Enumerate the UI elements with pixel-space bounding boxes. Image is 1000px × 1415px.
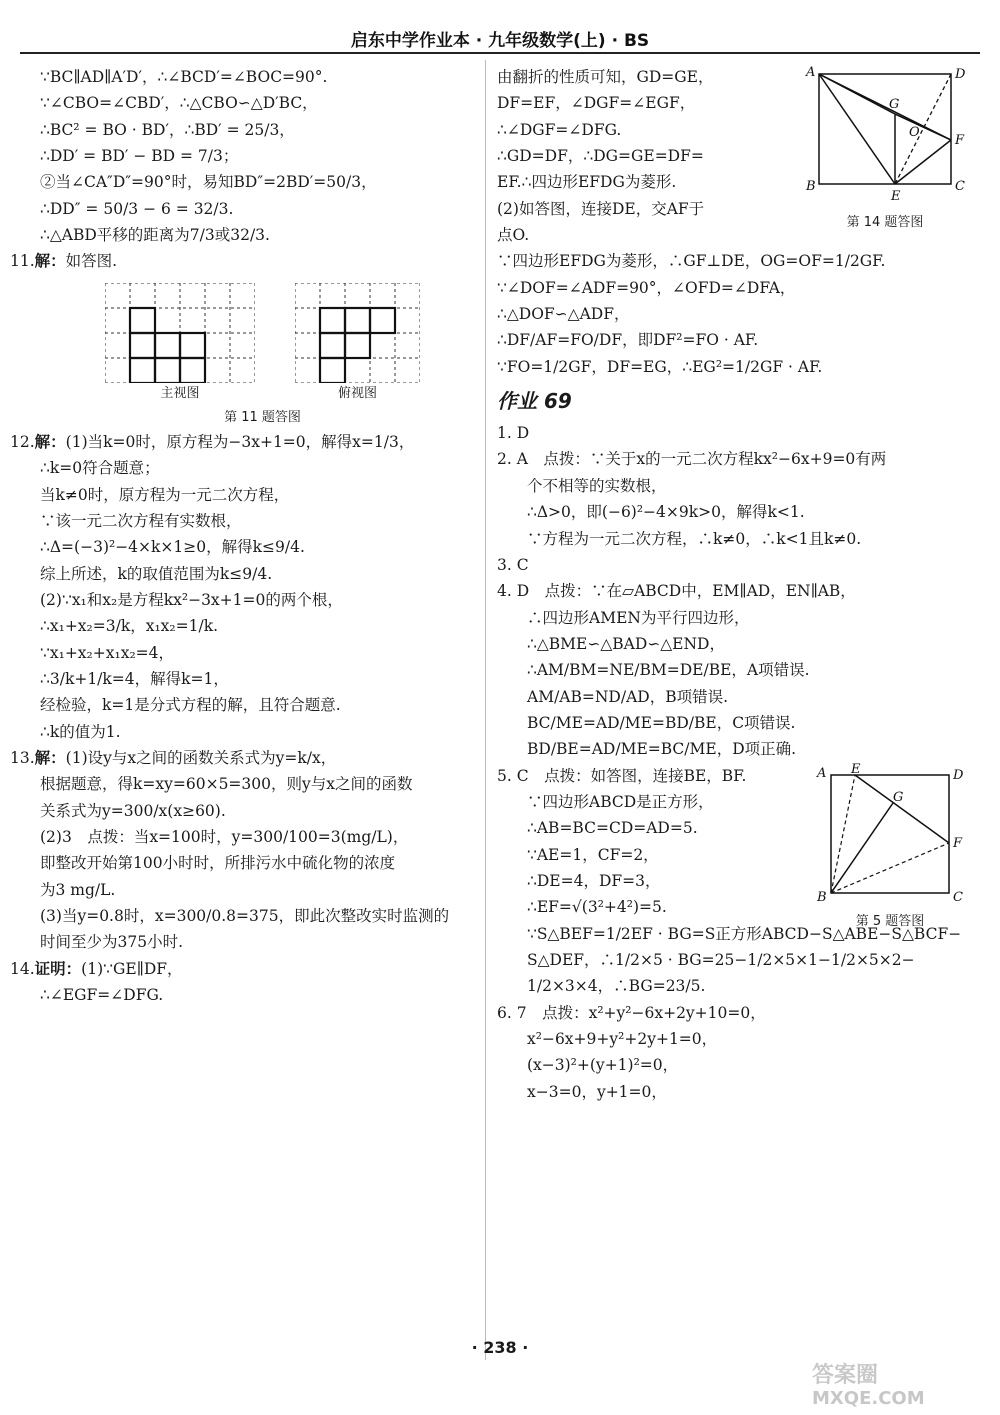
point-label: E	[891, 189, 901, 204]
page-header: 启东中学作业本 · 九年级数学(上) · BS	[350, 31, 650, 51]
answer-line: (x−3)²+(y+1)²=0，	[527, 1056, 679, 1075]
answer-line: x−3=0，y+1=0，	[527, 1082, 667, 1101]
answer-line: 综上所述，k的取值范围为k≤9/4.	[40, 564, 273, 583]
answer-line: ∵∠DOF=∠ADF=90°，∠OFD=∠DFA，	[497, 278, 796, 297]
answer-line: 1/2×3×4，∴BG=23/5.	[527, 977, 706, 996]
answer-line: ∴x₁+x₂=3/k，x₁x₂=1/k.	[40, 617, 219, 636]
point-label: C	[955, 179, 965, 194]
figure-caption: 主视图	[160, 385, 200, 401]
answer-line: (2)∵x₁和x₂是方程kx²−3x+1=0的两个根，	[40, 591, 343, 609]
answer-line: ∴k的值为1.	[40, 722, 121, 741]
answer-line: 4. D 点拨：∵在▱ABCD中，EM∥AD，EN∥AB，	[497, 582, 856, 601]
answer-line: (2)3 点拨：当x=100时，y=300/100=3(mg/L)，	[40, 828, 409, 847]
answer-line: ∴GD=DF，∴DG=GE=DF=	[497, 147, 704, 166]
answer-line: 1. D	[497, 424, 530, 443]
answer-line: ∴Δ=(−3)²−4×k×1≥0，解得k≤9/4.	[40, 538, 305, 557]
q14-figure	[805, 64, 965, 234]
answer-text: (1)设y与x之间的函数关系式为y=k/x，	[65, 749, 337, 768]
question-number: 14.	[10, 959, 35, 978]
answer-line: ∵∠CBO=∠CBD′，∴△CBO∽△D′BC，	[40, 94, 318, 113]
answer-line: 由翻折的性质可知，GD=GE，	[497, 68, 714, 86]
point-label: G	[889, 97, 900, 112]
answer-line: ∴△BME∽△BAD∽△END，	[527, 634, 725, 653]
question-12	[10, 429, 475, 455]
answer-line: 个不相等的实数根，	[527, 476, 667, 495]
answer-line: 5. C 点拨：如答图，连接BE，BF.	[497, 766, 747, 785]
figure-caption: 第 5 题答图	[855, 913, 925, 929]
answer-line: 点O.	[497, 226, 530, 245]
answer-line: ∴∠EGF=∠DFG.	[40, 986, 164, 1005]
q14-diagram	[805, 64, 965, 204]
solution-label: 解：	[34, 431, 66, 451]
answer-line: ∴△DOF∽△ADF，	[497, 305, 630, 324]
point-label: G	[893, 789, 904, 805]
section-title: 作业 69	[497, 389, 572, 414]
answer-line: ∴Δ>0，即(−6)²−4×9k>0，解得k<1.	[527, 503, 805, 522]
top-view-grid	[295, 283, 420, 383]
proof-label: 证明：	[34, 958, 82, 978]
answer-line: ∵FO=1/2GF，DF=EG，∴EG²=1/2GF · AF.	[497, 357, 823, 376]
svg-text:MXQE.COM: MXQE.COM	[812, 1388, 925, 1408]
answer-line: BC/ME=AD/ME=BD/BE，C项错误.	[527, 713, 796, 732]
answer-line: ∵方程为一元二次方程，∴k≠0，∴k<1且k≠0.	[527, 529, 862, 548]
figure-caption: 第 11 题答图	[224, 409, 301, 425]
top-view-figure	[295, 283, 420, 405]
answer-line: ∴四边形AMEN为平行四边形，	[527, 608, 750, 627]
point-label: B	[817, 889, 827, 903]
answer-line: ∵四边形EFDG为菱形，∴GF⊥DE，OG=OF=1/2GF.	[497, 252, 886, 271]
question-13	[10, 745, 475, 771]
answer-line: ∵该一元二次方程有实数根，	[40, 511, 242, 530]
answer-line: ∴DE=4，DF=3，	[527, 871, 661, 890]
answer-line: ∴DD″ = 50/3 − 6 = 32/3.	[40, 199, 234, 218]
q11-figures	[50, 283, 475, 405]
answer-line: 为3 mg/L.	[40, 880, 116, 899]
answer-line: ∴BC² = BO · BD′，∴BD′ = 25/3，	[40, 120, 295, 139]
answer-text: (1)∵GE∥DF，	[81, 959, 183, 978]
answer-line: 2. A 点拨：∵关于x的一元二次方程kx²−6x+9=0有两	[497, 450, 887, 469]
column-divider	[485, 60, 486, 1360]
answer-line: EF.∴四边形EFDG为菱形.	[497, 173, 677, 192]
answer-line: ∴3/k+1/k=4，解得k=1，	[40, 670, 229, 689]
point-label: D	[955, 67, 965, 82]
answer-line: ∴k=0符合题意；	[40, 459, 160, 478]
right-column	[497, 64, 975, 1105]
answer-line: 6. 7 点拨：x²+y²−6x+2y+10=0，	[497, 1003, 766, 1022]
answer-line: S△DEF，∴1/2×5 · BG=25−1/2×5×1−1/2×5×2−	[527, 951, 915, 969]
answer-line: 时间至少为375小时.	[40, 933, 184, 952]
q14-continued	[497, 64, 975, 248]
question-number: 12.	[10, 432, 35, 451]
answer-line: 关系式为y=300/x(x≥60).	[40, 801, 226, 820]
watermark-icon	[808, 1358, 978, 1408]
q5-diagram	[815, 763, 965, 903]
answer-line: ∵x₁+x₂+x₁x₂=4，	[40, 643, 175, 662]
answer-line: ∴△ABD平移的距离为7/3或32/3.	[40, 226, 270, 245]
point-label: F	[955, 133, 965, 148]
answer-line: ∴DD′ = BD′ − BD = 7/3；	[40, 147, 239, 166]
question-number: 13.	[10, 749, 35, 768]
point-label: A	[806, 65, 816, 80]
header-rule	[20, 52, 980, 54]
point-label: A	[817, 765, 827, 781]
front-view-grid	[105, 283, 255, 383]
answer-text: 如答图.	[65, 252, 118, 271]
point-label: C	[953, 889, 963, 903]
answer-line: AM/AB=ND/AD，B项错误.	[527, 687, 729, 706]
answer-line: (3)当y=0.8时，x=300/0.8=375，即此次整改实时监测的	[40, 907, 450, 926]
answer-line: 根据题意，得k=xy=60×5=300，则y与x之间的函数	[40, 775, 413, 794]
answer-line: ∵BC∥AD∥A′D′，∴∠BCD′=∠BOC=90°.	[40, 68, 328, 86]
answer-text: (1)当k=0时，原方程为−3x+1=0，解得x=1/3，	[65, 432, 415, 451]
q5-block	[497, 762, 975, 929]
figure-caption: 第 14 题答图	[846, 215, 924, 231]
page-number: · 238 ·	[471, 1338, 529, 1357]
answer-line: ∴∠DGF=∠DFG.	[497, 120, 622, 139]
answer-line: ②当∠CA″D″=90°时，易知BD″=2BD′=50/3，	[40, 173, 377, 192]
solution-label: 解：	[34, 748, 66, 768]
answer-line: ∴DF/AF=FO/DF，即DF²=FO · AF.	[497, 331, 759, 350]
answer-line: ∵S△BEF=1/2EF · BG=S正方形ABCD−S△ABE−S△BCF−	[527, 924, 962, 943]
front-view-figure	[105, 283, 255, 405]
question-number: 11.	[10, 252, 35, 271]
watermark-logo	[808, 1358, 978, 1408]
point-label: E	[851, 762, 861, 777]
answer-line: ∵AE=1，CF=2，	[527, 845, 659, 864]
answer-line: ∵四边形ABCD是正方形，	[527, 792, 714, 811]
answer-line: (2)如答图，连接DE，交AF于	[497, 199, 705, 218]
question-14	[10, 956, 475, 982]
point-label: F	[953, 835, 963, 851]
answer-line: ∴AM/BM=NE/BM=DE/BE，A项错误.	[527, 661, 810, 680]
solution-label: 解：	[34, 251, 66, 271]
point-label: B	[806, 179, 816, 194]
answer-line: 3. C	[497, 555, 529, 574]
question-11	[10, 248, 475, 274]
q5-figure	[815, 763, 965, 933]
answer-line: 当k≠0时，原方程为一元二次方程，	[40, 485, 290, 504]
answer-line: 经检验，k=1是分式方程的解，且符合题意.	[40, 696, 341, 715]
answer-line: 即整改开始第100小时时，所排污水中硫化物的浓度	[40, 854, 396, 873]
figure-caption: 俯视图	[337, 385, 377, 401]
answer-line: BD/BE=AD/ME=BC/ME，D项正确.	[527, 740, 797, 759]
point-label: O	[909, 125, 920, 140]
answer-line: DF=EF，∠DGF=∠EGF，	[497, 94, 696, 113]
answer-line: ∴AB=BC=CD=AD=5.	[527, 819, 698, 838]
point-label: D	[953, 767, 964, 783]
answer-line: x²−6x+9+y²+2y+1=0，	[527, 1030, 718, 1049]
svg-text:答案圈: 答案圈	[812, 1363, 879, 1388]
answer-line: ∴EF=√(3²+4²)=5.	[527, 898, 667, 917]
left-column	[10, 64, 475, 1009]
